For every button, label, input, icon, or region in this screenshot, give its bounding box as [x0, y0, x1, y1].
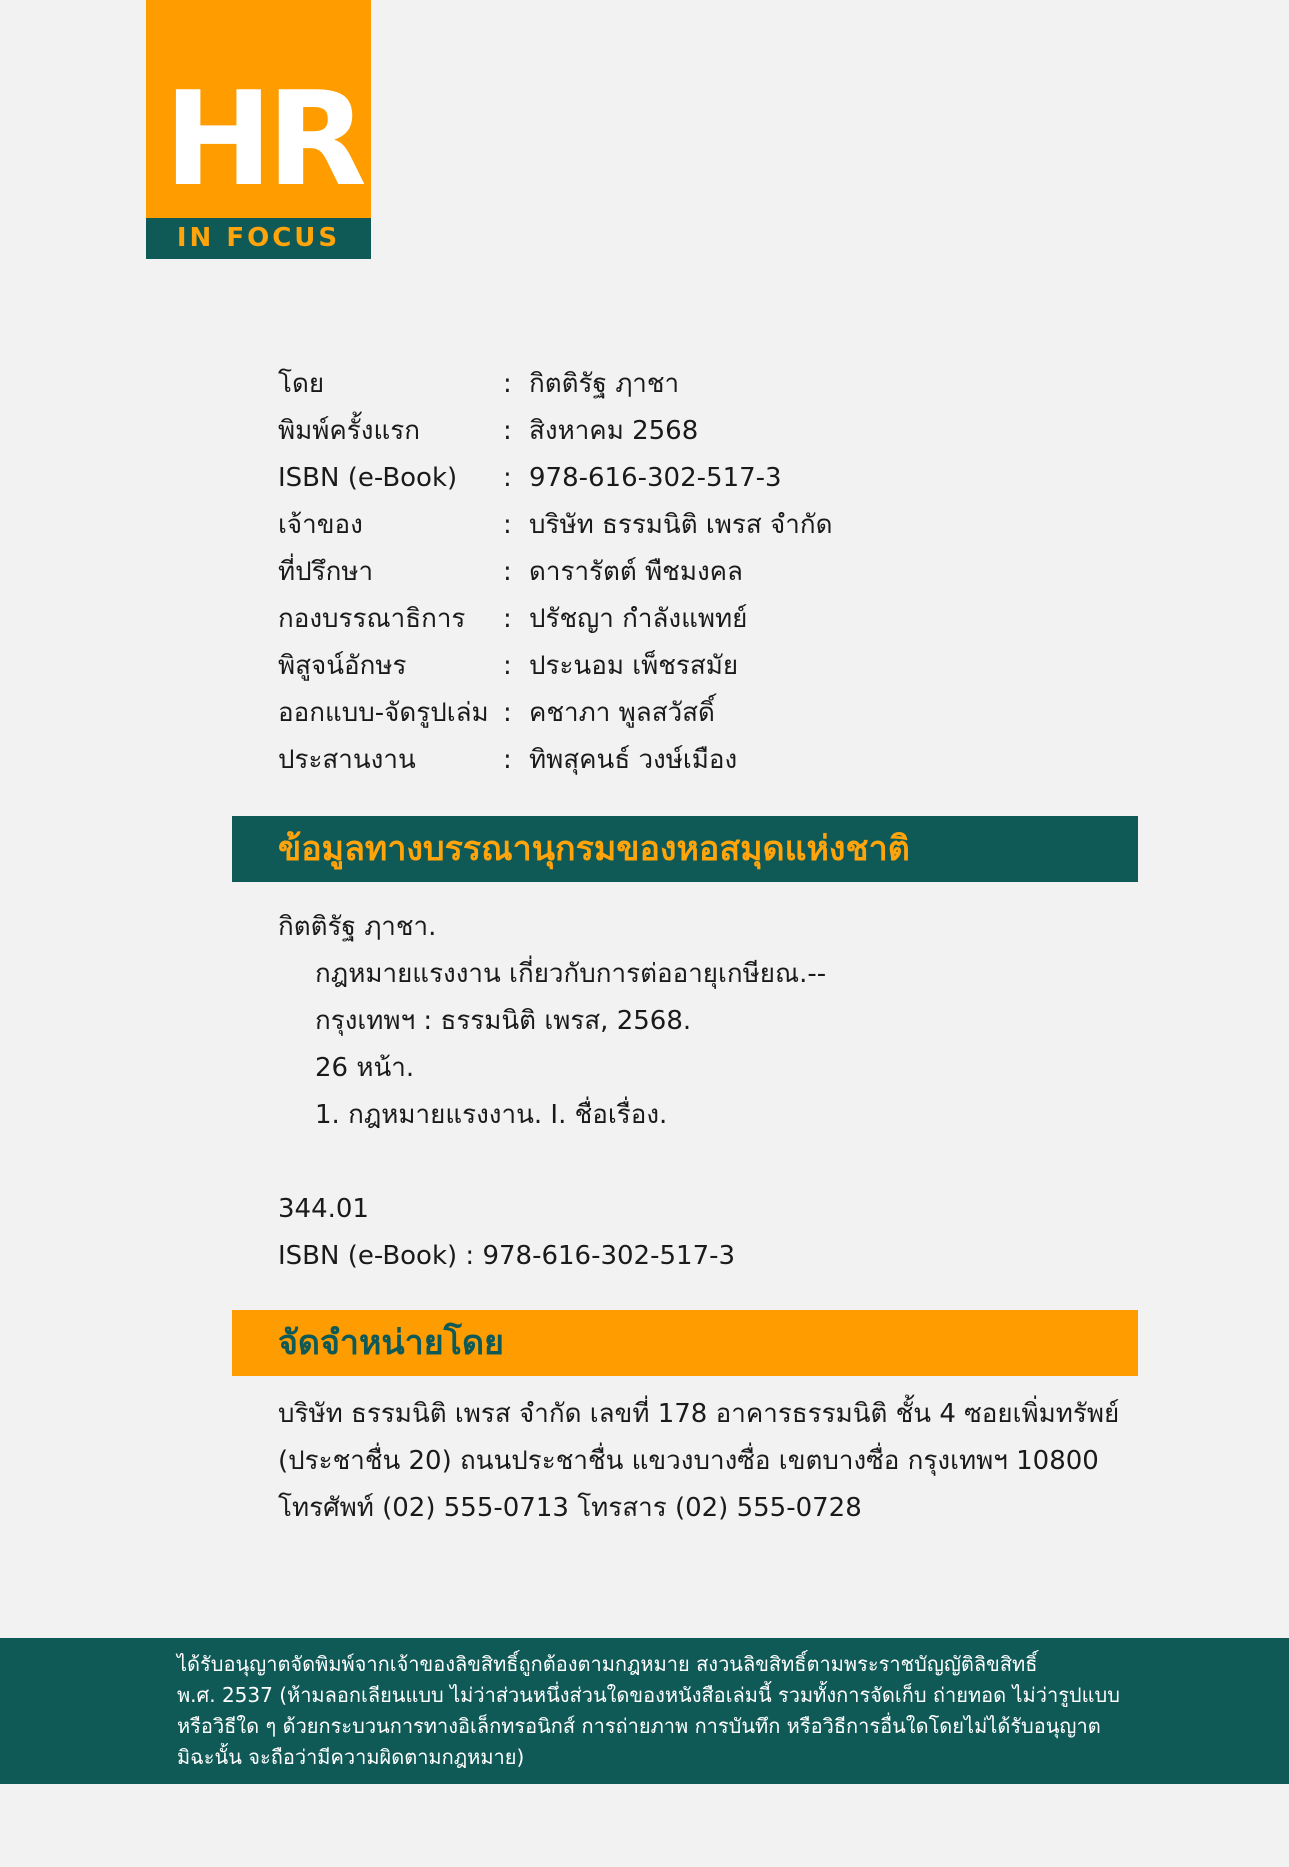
- distributor-line: (ประชาชื่น 20) ถนนประชาชื่น แขวงบางซื่อ เขตบางซื่อ กรุงเทพฯ 10800: [278, 1446, 1099, 1476]
- copyright-line: หรือวิธีใด ๆ ด้วยกระบวนการทางอิเล็กทรอนิกส์ การถ่ายภาพ การบันทึก หรือวิธีการอื่นใดโดยไม่ได้รับอนุญาต: [177, 1714, 1101, 1738]
- credit-separator: :: [503, 650, 512, 681]
- logo-hr-text: HR: [164, 63, 361, 215]
- catalog-line: กรุงเทพฯ : ธรรมนิติ เพรส, 2568.: [315, 1006, 692, 1036]
- credit-label: ประสานงาน: [278, 745, 416, 775]
- credit-value: คชาภา พูลสวัสดิ์: [529, 698, 715, 728]
- catalog-heading: ข้อมูลทางบรรณานุกรมของหอสมุดแห่งชาติ: [278, 829, 910, 869]
- credit-value: ทิพสุคนธ์ วงษ์เมือง: [529, 745, 738, 775]
- credits-list: [278, 360, 1078, 783]
- credit-row-design: [278, 689, 1078, 736]
- credit-row-proofreader: [278, 642, 1078, 689]
- catalog-author: กิตติรัฐ ฦาชา.: [278, 912, 437, 942]
- credit-row-isbn: [278, 454, 1078, 501]
- credit-label: ออกแบบ-จัดรูปเล่ม: [278, 698, 489, 728]
- credit-label: โดย: [278, 369, 325, 399]
- credit-separator: :: [503, 603, 512, 634]
- credit-separator: :: [503, 509, 512, 540]
- distributor-heading: จัดจำหน่ายโดย: [278, 1323, 504, 1363]
- credit-label: พิมพ์ครั้งแรก: [278, 416, 420, 446]
- credit-label: ที่ปรึกษา: [278, 557, 374, 587]
- credit-value: 978-616-302-517-3: [529, 462, 782, 493]
- catalog-line: กฎหมายแรงงาน เกี่ยวกับการต่ออายุเกษียณ.--: [315, 959, 827, 989]
- credit-separator: :: [503, 462, 512, 493]
- credit-row-coordinator: [278, 736, 1078, 783]
- credit-value: ดารารัตต์ พืชมงคล: [529, 557, 743, 587]
- credit-row-first-print: [278, 407, 1078, 454]
- catalog-isbn: ISBN (e-Book) : 978-616-302-517-3: [278, 1241, 736, 1271]
- copyright-line: ได้รับอนุญาตจัดพิมพ์จากเจ้าของลิขสิทธิ์ถูกต้องตามกฎหมาย สงวนลิขสิทธิ์ตามพระราชบัญญัติลิขสิทธิ์: [177, 1652, 1038, 1676]
- catalog-line: 1. กฎหมายแรงงาน. I. ชื่อเรื่อง.: [315, 1100, 668, 1130]
- catalog-heading-bar: [232, 816, 1138, 882]
- logo-orange-block: [146, 0, 371, 218]
- copyright-text: [177, 1649, 1120, 1773]
- credit-separator: :: [503, 697, 512, 728]
- hr-in-focus-logo: [146, 0, 371, 259]
- credit-label: ISBN (e-Book): [278, 462, 458, 493]
- credit-row-advisor: [278, 548, 1078, 595]
- credit-separator: :: [503, 368, 512, 399]
- credit-value: กิตติรัฐ ฦาชา: [529, 369, 680, 399]
- catalog-line: 26 หน้า.: [315, 1053, 415, 1083]
- credit-value: สิงหาคม 2568: [529, 416, 699, 446]
- credit-value: บริษัท ธรรมนิติ เพรส จำกัด: [529, 510, 833, 540]
- credit-value: ปรัชญา กำลังแพทย์: [529, 604, 748, 634]
- credit-value: ประนอม เพ็ชรสมัย: [529, 651, 739, 681]
- credit-separator: :: [503, 556, 512, 587]
- credit-label: พิสูจน์อักษร: [278, 651, 407, 681]
- credit-label: เจ้าของ: [278, 510, 363, 540]
- catalog-info: [278, 904, 1098, 1280]
- logo-subtitle: IN FOCUS: [146, 218, 371, 259]
- distributor-info: [278, 1391, 1138, 1532]
- copyright-footer: [0, 1638, 1289, 1784]
- catalog-classification: 344.01: [278, 1194, 369, 1224]
- credit-separator: :: [503, 415, 512, 446]
- distributor-heading-bar: [232, 1310, 1138, 1376]
- copyright-line: พ.ศ. 2537 (ห้ามลอกเลียนแบบ ไม่ว่าส่วนหนึ่งส่วนใดของหนังสือเล่มนี้ รวมทั้งการจัดเก็บ ถ่ายทอด ไม่ว่ารูปแบบ: [177, 1683, 1120, 1707]
- distributor-line: โทรศัพท์ (02) 555-0713 โทรสาร (02) 555-0728: [278, 1493, 862, 1523]
- credit-row-author: [278, 360, 1078, 407]
- credit-row-editorial: [278, 595, 1078, 642]
- credit-row-owner: [278, 501, 1078, 548]
- catalog-spacer: [278, 1139, 1098, 1186]
- credit-label: กองบรรณาธิการ: [278, 604, 466, 634]
- distributor-line: บริษัท ธรรมนิติ เพรส จำกัด เลขที่ 178 อาคารธรรมนิติ ชั้น 4 ซอยเพิ่มทรัพย์: [278, 1399, 1120, 1429]
- credit-separator: :: [503, 744, 512, 775]
- copyright-line: มิฉะนั้น จะถือว่ามีความผิดตามกฎหมาย): [177, 1745, 525, 1769]
